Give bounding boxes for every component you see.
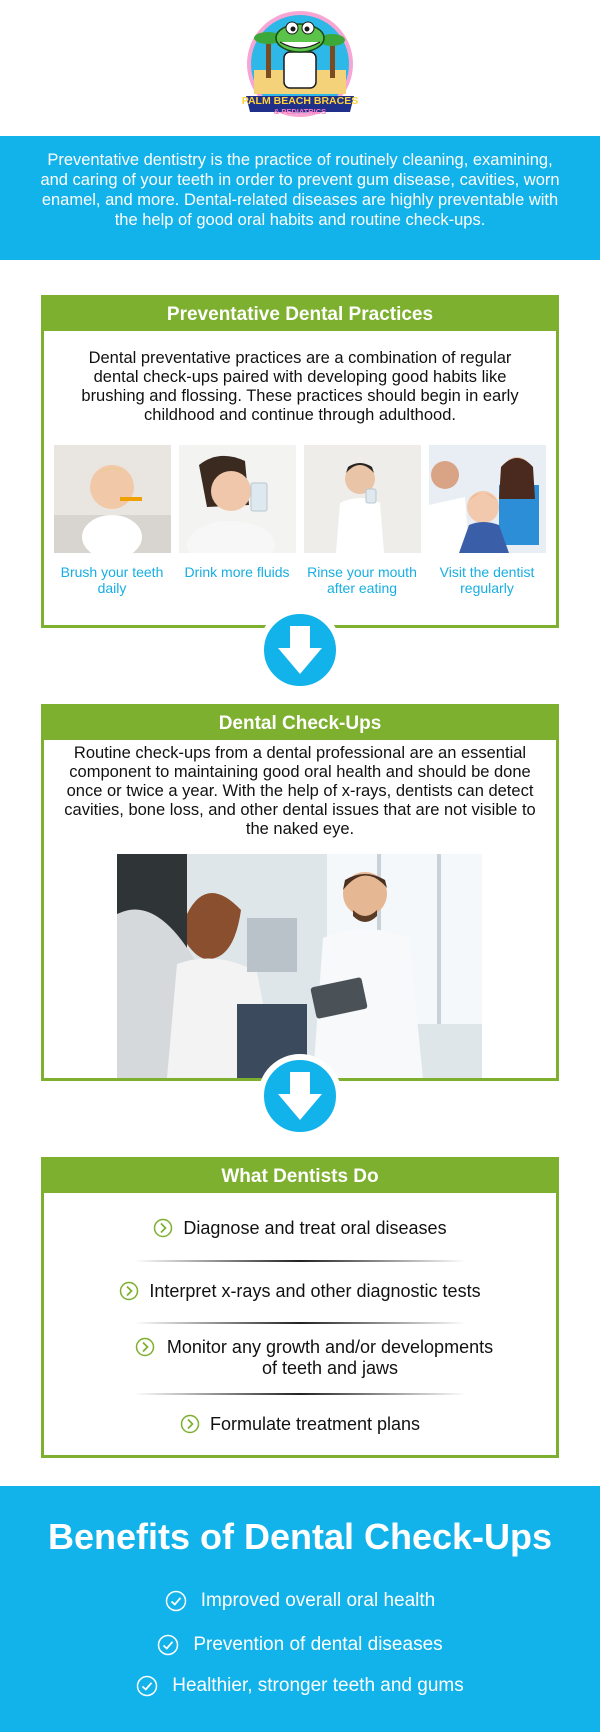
practices-title: Preventative Dental Practices bbox=[44, 298, 556, 331]
caption-brush: Brush your teeth daily bbox=[60, 564, 164, 596]
check-circle-icon bbox=[165, 1590, 187, 1612]
list-item-text: Diagnose and treat oral diseases bbox=[183, 1217, 447, 1238]
check-circle-icon bbox=[136, 1675, 158, 1697]
checkups-text: Routine check-ups from a dental professional are an essential component to maintaining good oral health and should be done once or twice a year. With the help of x-rays, dentists can detect cavities, bone loss, and other dental issues that are not visible to the naked eye. bbox=[64, 744, 536, 838]
divider bbox=[134, 1260, 466, 1262]
chevron-right-icon bbox=[153, 1218, 173, 1238]
woman-rinsing-photo bbox=[304, 445, 421, 553]
checkups-card bbox=[41, 704, 559, 1081]
arrow-down-icon bbox=[258, 1054, 342, 1138]
caption-fluids: Drink more fluids bbox=[184, 564, 290, 580]
intro-banner bbox=[0, 136, 600, 260]
dentist-consultation-photo bbox=[117, 854, 482, 1078]
woman-drinking-water-photo bbox=[179, 445, 296, 553]
chevron-right-icon bbox=[119, 1281, 139, 1301]
arrow-down-icon bbox=[258, 608, 342, 692]
chevron-right-icon bbox=[135, 1337, 155, 1357]
list-item bbox=[44, 1217, 556, 1239]
list-item-text: Interpret x-rays and other diagnostic tests bbox=[149, 1280, 481, 1301]
list-item-text: Monitor any growth and/or developments of teeth and jaws bbox=[166, 1337, 494, 1378]
child-brushing-photo bbox=[54, 445, 171, 553]
benefits-title: Benefits of Dental Check-Ups bbox=[47, 1516, 553, 1557]
dentists-title: What Dentists Do bbox=[44, 1160, 556, 1193]
dentists-card bbox=[41, 1157, 559, 1458]
logo bbox=[232, 8, 368, 126]
divider bbox=[134, 1322, 466, 1324]
logo-line2: & PEDIATRICS bbox=[273, 107, 327, 116]
list-item bbox=[44, 1413, 556, 1435]
list-item bbox=[44, 1337, 556, 1379]
dentist-visit-photo bbox=[429, 445, 546, 553]
benefit-text: Healthier, stronger teeth and gums bbox=[172, 1675, 464, 1696]
benefit-item bbox=[0, 1675, 600, 1697]
practices-photos bbox=[54, 445, 548, 553]
intro-text: Preventative dentistry is the practice of routinely cleaning, examining, and caring of your teeth in order to prevent gum disease, cavities, worn enamel, and more. Dental-related diseases are highly preventable with the help of good oral habits and routine check-ups. bbox=[40, 151, 560, 229]
practices-text: Dental preventative practices are a combination of regular dental check-ups paired with developing good habits like brushing and flossing. These practices should begin in early childhood and continue through adulthood. bbox=[81, 349, 519, 424]
benefits-section bbox=[0, 1486, 600, 1732]
logo-line1: PALM BEACH BRACES bbox=[241, 95, 359, 107]
benefit-text: Prevention of dental diseases bbox=[193, 1634, 443, 1655]
practices-captions bbox=[54, 564, 548, 604]
list-item-text: Formulate treatment plans bbox=[209, 1413, 421, 1434]
benefit-text: Improved overall oral health bbox=[200, 1590, 436, 1611]
benefit-item bbox=[0, 1590, 600, 1612]
alligator-dentist-logo bbox=[232, 8, 368, 126]
caption-rinse: Rinse your mouth after eating bbox=[307, 564, 417, 596]
chevron-right-icon bbox=[180, 1414, 200, 1434]
caption-dentist: Visit the dentist regularly bbox=[439, 564, 535, 596]
list-item bbox=[44, 1280, 556, 1302]
checkups-title: Dental Check-Ups bbox=[44, 707, 556, 740]
benefit-item bbox=[0, 1634, 600, 1656]
practices-card bbox=[41, 295, 559, 628]
divider bbox=[134, 1393, 466, 1395]
check-circle-icon bbox=[157, 1634, 179, 1656]
